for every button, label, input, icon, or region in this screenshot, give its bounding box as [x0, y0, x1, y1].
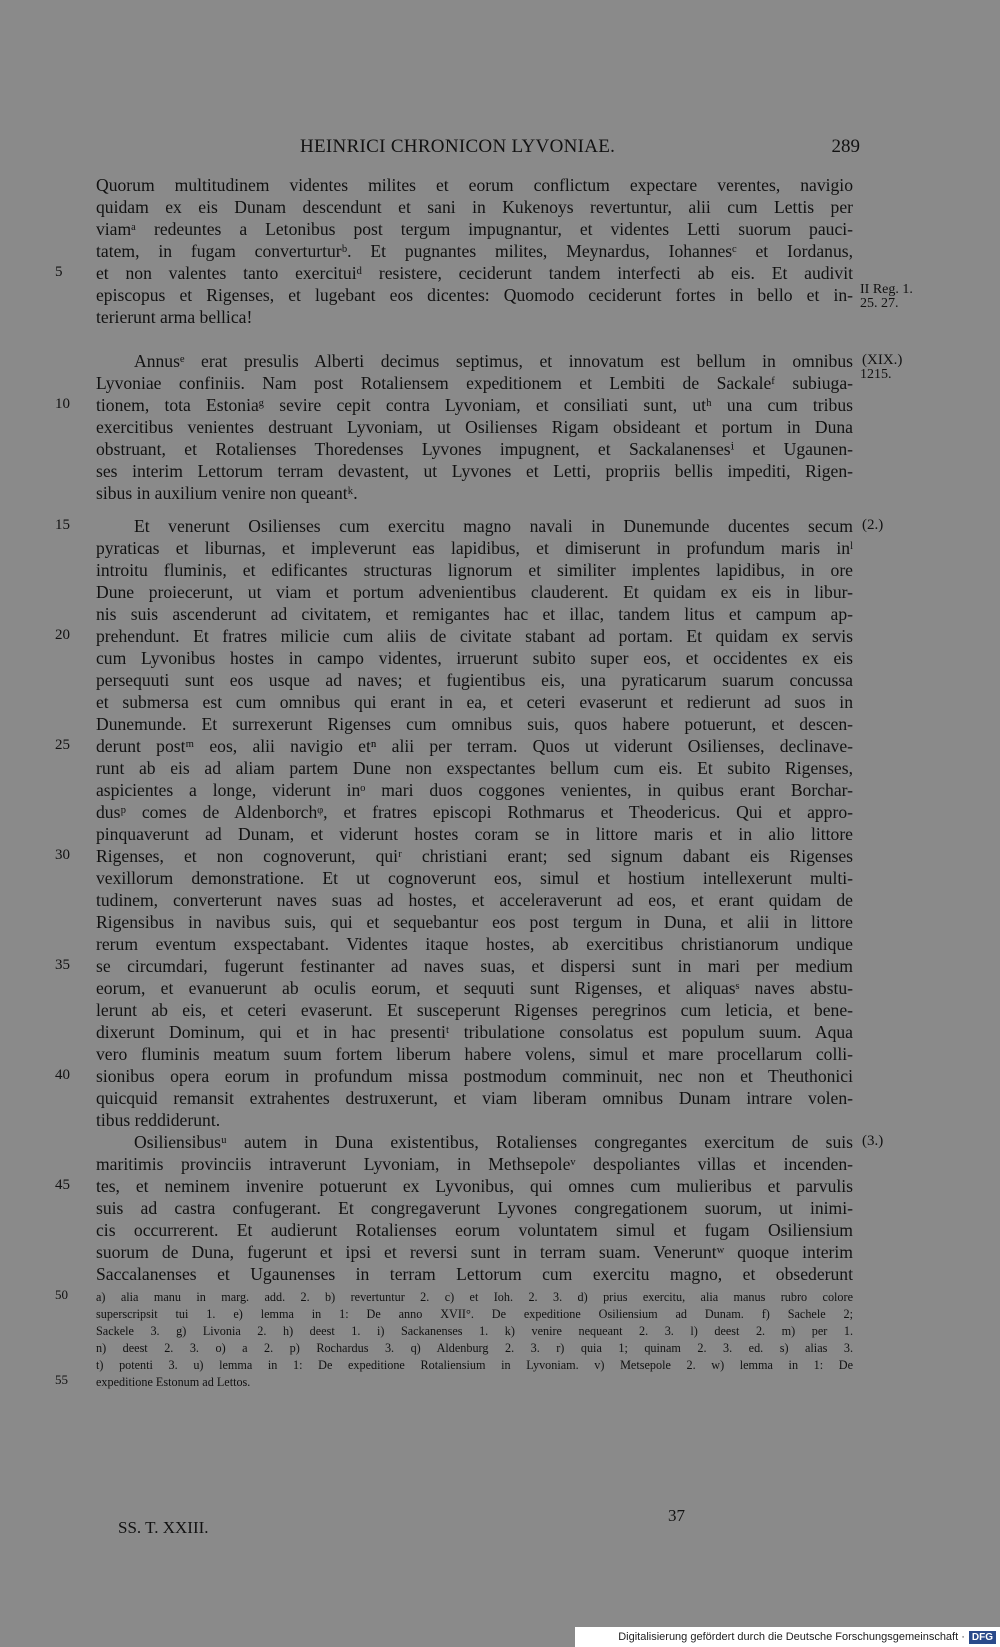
line-number: 10 — [55, 396, 70, 412]
text-line: vexillorum demonstratione. Et ut cognoverunt eos, simul et hostium intellexerunt multi- — [96, 868, 853, 888]
margin-note: (XIX.) — [862, 352, 903, 368]
text-line: Annusᵉ erat presulis Alberti decimus septimus, et innovatum est bellum in omnibus — [134, 351, 853, 371]
text-line: episcopus et Rigenses, et lugebant eos dicentes: Quomodo ceciderunt fortes in bello et in- — [96, 285, 853, 305]
text-line: prehendunt. Et fratres milicie cum aliis de civitate stabant ad portam. Et quidam ex servis — [96, 626, 853, 646]
text-line: nis suis ascenderunt ad civitatem, et remigantes hac et illac, tandem litus et campum ap- — [96, 604, 853, 624]
text-line: Dunemunde. Et surrexerunt Rigenses cum omnibus suis, quos habere potuerunt, et descen- — [96, 714, 853, 734]
text-line: persequuti sunt eos usque ad naves; et fugientibus eis, una pyraticarum suarum concussa — [96, 670, 853, 690]
text-line: Rigensibus in navibus suis, qui et sequebantur eos post tergum in Duna, et alii in littore — [96, 912, 853, 932]
text-line: dusᵖ comes de Aldenborchᵠ, et fratres episcopi Rothmarus et Theodericus. Qui et appro- — [96, 802, 853, 822]
text-line: obstruant, et Rotalienses Thoredenses Lyvones impugnent, et Sackalanensesⁱ et Ugaunen- — [96, 439, 853, 459]
line-number: 40 — [55, 1067, 70, 1083]
text-line: pinquaverunt ad Dunam, et viderunt hostes coram se in littore maris et in alio littore — [96, 824, 853, 844]
text-line: derunt postᵐ eos, alii navigio etⁿ alii per terram. Quos ut viderunt Osilienses, declinave- — [96, 736, 853, 756]
text-line: Saccalanenses et Ugaunenses in terram Lettorum cum exercitu magno, et obsederunt — [96, 1264, 853, 1284]
text-line: Et venerunt Osilienses cum exercitu magno navali in Dunemunde ducentes secum — [134, 516, 853, 536]
footnote-line-number: 50 — [55, 1287, 68, 1302]
text-line: et non valentes tanto exercituiᵈ resistere, ceciderunt tandem interfecti ab eis. Et audivit — [96, 263, 853, 283]
margin-note: (2.) — [862, 517, 884, 533]
text-line: quidam ex eis Dunam descendunt et sani in Kukenoys revertuntur, alii cum Lettis per — [96, 197, 853, 217]
footnote-line: n) deest 2. 3. o) a 2. p) Rochardus 3. q) Aldenburg 2. 3. r) quia 1; quinam 2. 3. ed. s) alias 3. — [96, 1341, 853, 1355]
line-number: 15 — [55, 517, 70, 533]
footnote-line: t) potenti 3. u) lemma in 1: De expeditione Rotaliensium in Lyvoniam. v) Metsepole 2. w) lemma in 1: De — [96, 1358, 853, 1372]
footnote-line: expeditione Estonum ad Lettos. — [96, 1375, 251, 1389]
signature-mark: SS. T. XXIII. — [118, 1518, 209, 1537]
text-line: introitu fluminis, et edificantes structuras lignorum et similiter implentes lapidibus, in ore — [96, 560, 853, 580]
text-line: terierunt arma bellica! — [96, 307, 253, 327]
text-line: suorum de Duna, fugerunt et ipsi et reversi sunt in terram suam. Veneruntʷ quoque interim — [96, 1242, 853, 1262]
dfg-logo: DFG — [969, 1631, 996, 1644]
digitization-credit — [575, 1627, 1000, 1647]
footnote-line: a) alia manu in marg. add. 2. b) revertuntur 2. c) et Ioh. 2. 3. d) prius exercitu, alia manus rubro colore — [96, 1290, 853, 1304]
running-header — [0, 136, 1000, 166]
text-line: cum Lyvonibus hostes in campo videntes, irruerunt subito super eos, et occidentes ex eis — [96, 648, 853, 668]
text-line: rerum eventum exspectabant. Videntes itaque hostes, ab exercitibus christianorum undique — [96, 934, 853, 954]
text-line: quicquid remansit extrahentes destruxerunt, et viam liberam omnibus Dunam intrare volen- — [96, 1088, 853, 1108]
line-number: 20 — [55, 627, 70, 643]
margin-note: II Reg. 1. — [860, 282, 913, 297]
margin-note: (3.) — [862, 1133, 884, 1149]
text-line: Quorum multitudinem videntes milites et eorum conflictum expectare verentes, navigio — [96, 175, 853, 195]
text-line: pyraticas et liburnas, et impleverunt eas lapidibus, et dimiserunt in profundum maris inˡ — [96, 538, 853, 558]
text-line: tatem, in fugam converturturᵇ. Et pugnantes milites, Meynardus, Iohannesᶜ et Iordanus, — [96, 241, 853, 261]
text-line: tes, et neminem invenire potuerunt ex Lyvonibus, qui omnes cum mulieribus et parvulis — [96, 1176, 853, 1196]
sheet-number: 37 — [668, 1506, 685, 1525]
footnote-line-number: 55 — [55, 1372, 68, 1387]
text-line: viamᵃ redeuntes a Letonibus post tergum impugnantur, et videntes Letti suorum pauci- — [96, 219, 853, 239]
text-line: tionem, tota Estoniaᵍ sevire cepit contra Lyvoniam, et consiliati sunt, utʰ una cum tribus — [96, 395, 853, 415]
text-line: ses interim Lettorum terram devastent, ut Lyvones et Letti, propriis bellis impediti, Rigen- — [96, 461, 853, 481]
text-line: tudinem, converterunt naves suas ad hostes, et acceleraverunt ad eos, et erant quidam de — [96, 890, 853, 910]
text-line: aspicientes a longe, viderunt inᵒ mari duos coggones venientes, in quibus erant Borchar- — [96, 780, 853, 800]
text-line: vero fluminis meatum suum fortem liberum habere volens, simul et mare procellarum colli- — [96, 1044, 853, 1064]
text-line: et submersa est cum omnibus qui erant in ea, et ceteri evaserunt et redierunt ad suos in — [96, 692, 853, 712]
text-line: eorum, et evanuerunt ab oculis eorum, et sequuti sunt Rigenses, et aliquasˢ naves abstu- — [96, 978, 853, 998]
text-line: Lyvoniae confiniis. Nam post Rotaliensem expeditionem et Lembiti de Sackaleᶠ subiuga- — [96, 373, 853, 393]
line-number: 35 — [55, 957, 70, 973]
line-number: 30 — [55, 847, 70, 863]
text-line: Osiliensibusᵘ autem in Duna existentibus, Rotalienses congregantes exercitum de suis — [134, 1132, 853, 1152]
line-number: 5 — [55, 264, 63, 280]
text-line: exercitibus venientes destruant Lyvoniam, ut Osilienses Rigam obsideant et portum in Duna — [96, 417, 853, 437]
text-line: sibus in auxilium venire non queantᵏ. — [96, 483, 358, 503]
text-line: Dune proiecerunt, ut viam et portum advenientibus clauderent. Et quidam ex eis in libur- — [96, 582, 853, 602]
line-number: 25 — [55, 737, 70, 753]
text-line: dixerunt Dominum, qui et in hac presentiᵗ tribulatione consolatus est populum suum. Aqua — [96, 1022, 853, 1042]
text-line: cis occurrerent. Et audierunt Rotalienses eorum voluntatem simul et fugam Osiliensium — [96, 1220, 853, 1240]
running-title: HEINRICI CHRONICON LYVONIAE. — [300, 136, 616, 157]
credit-text: Digitalisierung gefördert durch die Deutsche Forschungsgemeinschaft · — [618, 1631, 965, 1643]
text-line: se circumdari, fugerunt festinanter ad naves suas, et dispersi sunt in mari per medium — [96, 956, 853, 976]
footnote-line: superscripsit tui 1. e) lemma in 1: De anno XVII°. De expeditione Osiliensium ad Dunam. f) Sachele 2; — [96, 1307, 853, 1321]
text-line: lerunt ab eis, et ceteri evaserunt. Et susceperunt Rigenses peregrinos cum leticia, et bene- — [96, 1000, 853, 1020]
text-line: suis ad castra confugerant. Et congregaverunt Lyvones congregationem suorum, ut inimi- — [96, 1198, 853, 1218]
footnote-line: Sackele 3. g) Livonia 2. h) deest 1. i) Sackanenses 1. k) venire nequeant 2. 3. l) deest 2. m) per 1. — [96, 1324, 853, 1338]
text-line: maritimis provinciis intraverunt Lyvoniam, in Methsepoleᵛ despoliantes villas et incenden- — [96, 1154, 853, 1174]
margin-note: 1215. — [860, 367, 892, 382]
line-number: 45 — [55, 1177, 70, 1193]
text-line: runt ab eis ad aliam partem Dune non exspectantes bellum cum eis. Et subito Rigenses, — [96, 758, 853, 778]
text-line: sionibus opera eorum in profundum missa postmodum comminuit, nec non et Theuthonici — [96, 1066, 853, 1086]
page-number: 289 — [831, 136, 860, 157]
text-line: tibus reddiderunt. — [96, 1110, 221, 1130]
margin-note: 25. 27. — [860, 296, 899, 311]
text-line: Rigenses, et non cognoverunt, quiʳ christiani erant; sed signum dabant eis Rigenses — [96, 846, 853, 866]
